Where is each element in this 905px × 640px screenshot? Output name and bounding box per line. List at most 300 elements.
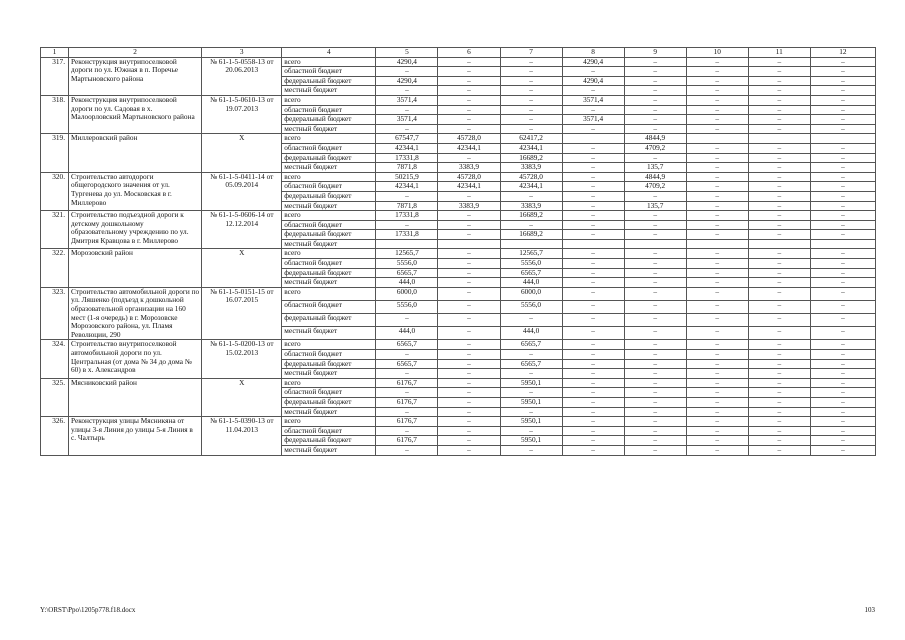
- value-cell: –: [562, 426, 624, 436]
- registration: № 61-1-5-0411-14 от 05.09.2014: [202, 172, 282, 210]
- value-cell: –: [748, 153, 810, 163]
- value-cell: 3383,9: [500, 163, 562, 173]
- row-number: 322.: [41, 249, 69, 287]
- funding-type: всего: [282, 417, 376, 427]
- value-cell: –: [810, 249, 875, 259]
- header-cell: 11: [748, 48, 810, 58]
- value-cell: –: [562, 378, 624, 388]
- value-cell: –: [562, 220, 624, 230]
- value-cell: 6176,7: [376, 397, 438, 407]
- value-cell: –: [748, 445, 810, 455]
- funding-type: местный бюджет: [282, 201, 376, 211]
- value-cell: –: [810, 445, 875, 455]
- value-cell: –: [624, 397, 686, 407]
- value-cell: –: [686, 57, 748, 67]
- value-cell: –: [686, 201, 748, 211]
- value-cell: –: [562, 287, 624, 300]
- value-cell: –: [500, 57, 562, 67]
- object-name: Строительство автодороги общегородского значения от ул. Тургенева до ул. Московская в г. Миллерово: [69, 172, 202, 210]
- funding-type: областной бюджет: [282, 105, 376, 115]
- value-cell: 42344,1: [500, 182, 562, 192]
- value-cell: –: [624, 407, 686, 417]
- value-cell: –: [810, 153, 875, 163]
- value-cell: 444,0: [376, 278, 438, 288]
- value-cell: 45728,0: [500, 172, 562, 182]
- value-cell: 67547,7: [376, 134, 438, 144]
- value-cell: –: [748, 436, 810, 446]
- value-cell: –: [624, 211, 686, 221]
- value-cell: 62417,2: [500, 134, 562, 144]
- value-cell: 5950,1: [500, 436, 562, 446]
- registration: Х: [202, 134, 282, 172]
- value-cell: –: [438, 417, 500, 427]
- value-cell: –: [810, 327, 875, 340]
- value-cell: –: [376, 314, 438, 327]
- value-cell: –: [748, 163, 810, 173]
- row-number: 317.: [41, 57, 69, 95]
- value-cell: –: [686, 417, 748, 427]
- value-cell: –: [810, 340, 875, 350]
- header-row: [41, 48, 876, 58]
- value-cell: –: [624, 86, 686, 96]
- value-cell: 6000,0: [376, 287, 438, 300]
- value-cell: –: [438, 426, 500, 436]
- value-cell: –: [376, 407, 438, 417]
- value-cell: –: [376, 388, 438, 398]
- table-row: [41, 95, 876, 105]
- table-row: [41, 211, 876, 221]
- value-cell: –: [624, 105, 686, 115]
- value-cell: –: [748, 300, 810, 313]
- value-cell: –: [686, 359, 748, 369]
- value-cell: –: [686, 268, 748, 278]
- value-cell: 6176,7: [376, 378, 438, 388]
- value-cell: –: [562, 191, 624, 201]
- value-cell: –: [376, 426, 438, 436]
- value-cell: –: [810, 124, 875, 134]
- table-row: [41, 340, 876, 350]
- value-cell: –: [748, 314, 810, 327]
- value-cell: [810, 239, 875, 249]
- value-cell: 45728,0: [438, 134, 500, 144]
- value-cell: –: [438, 211, 500, 221]
- value-cell: –: [438, 340, 500, 350]
- value-cell: –: [562, 249, 624, 259]
- value-cell: 4844,9: [624, 172, 686, 182]
- value-cell: –: [748, 397, 810, 407]
- value-cell: –: [624, 115, 686, 125]
- row-number: 320.: [41, 172, 69, 210]
- value-cell: –: [562, 300, 624, 313]
- value-cell: –: [686, 287, 748, 300]
- value-cell: –: [500, 67, 562, 77]
- value-cell: –: [686, 407, 748, 417]
- value-cell: –: [500, 191, 562, 201]
- value-cell: 7871,8: [376, 163, 438, 173]
- value-cell: –: [686, 378, 748, 388]
- value-cell: –: [686, 153, 748, 163]
- value-cell: 6565,7: [376, 268, 438, 278]
- table-row: [41, 134, 876, 144]
- value-cell: –: [562, 259, 624, 269]
- value-cell: –: [686, 67, 748, 77]
- value-cell: –: [562, 211, 624, 221]
- funding-type: федеральный бюджет: [282, 359, 376, 369]
- value-cell: –: [438, 278, 500, 288]
- value-cell: –: [748, 105, 810, 115]
- value-cell: –: [748, 249, 810, 259]
- value-cell: –: [438, 388, 500, 398]
- table-row: [41, 172, 876, 182]
- value-cell: –: [624, 359, 686, 369]
- value-cell: –: [624, 350, 686, 360]
- budget-table: [40, 47, 876, 456]
- value-cell: –: [810, 57, 875, 67]
- funding-type: местный бюджет: [282, 278, 376, 288]
- value-cell: –: [748, 191, 810, 201]
- value-cell: –: [500, 76, 562, 86]
- funding-type: всего: [282, 249, 376, 259]
- value-cell: [686, 239, 748, 249]
- funding-type: федеральный бюджет: [282, 436, 376, 446]
- value-cell: –: [376, 220, 438, 230]
- value-cell: –: [748, 115, 810, 125]
- funding-type: федеральный бюджет: [282, 153, 376, 163]
- value-cell: –: [500, 369, 562, 379]
- value-cell: 4844,9: [624, 134, 686, 144]
- value-cell: –: [748, 417, 810, 427]
- value-cell: –: [748, 124, 810, 134]
- header-cell: 12: [810, 48, 875, 58]
- header-cell: 6: [438, 48, 500, 58]
- value-cell: –: [562, 388, 624, 398]
- value-cell: –: [624, 445, 686, 455]
- value-cell: –: [562, 327, 624, 340]
- value-cell: 50215,9: [376, 172, 438, 182]
- value-cell: –: [810, 268, 875, 278]
- value-cell: –: [810, 436, 875, 446]
- value-cell: –: [810, 172, 875, 182]
- value-cell: –: [686, 230, 748, 240]
- registration: № 61-1-5-0200-13 от 15.02.2013: [202, 340, 282, 378]
- value-cell: –: [438, 300, 500, 313]
- value-cell: –: [810, 397, 875, 407]
- value-cell: –: [810, 369, 875, 379]
- table-row: [41, 287, 876, 300]
- value-cell: –: [376, 124, 438, 134]
- value-cell: –: [624, 327, 686, 340]
- value-cell: –: [624, 436, 686, 446]
- funding-type: областной бюджет: [282, 426, 376, 436]
- value-cell: –: [748, 86, 810, 96]
- value-cell: –: [562, 86, 624, 96]
- value-cell: 444,0: [500, 327, 562, 340]
- value-cell: –: [438, 359, 500, 369]
- value-cell: 6176,7: [376, 436, 438, 446]
- value-cell: –: [810, 350, 875, 360]
- value-cell: 5950,1: [500, 397, 562, 407]
- value-cell: 42344,1: [376, 143, 438, 153]
- value-cell: –: [810, 143, 875, 153]
- value-cell: –: [624, 426, 686, 436]
- value-cell: –: [500, 388, 562, 398]
- value-cell: 3571,4: [562, 115, 624, 125]
- value-cell: –: [562, 314, 624, 327]
- value-cell: 12565,7: [500, 249, 562, 259]
- value-cell: 16689,2: [500, 211, 562, 221]
- value-cell: 3383,9: [500, 201, 562, 211]
- value-cell: –: [500, 124, 562, 134]
- funding-type: всего: [282, 57, 376, 67]
- funding-type: федеральный бюджет: [282, 397, 376, 407]
- value-cell: [376, 239, 438, 249]
- value-cell: 135,7: [624, 163, 686, 173]
- value-cell: 5950,1: [500, 417, 562, 427]
- value-cell: –: [748, 172, 810, 182]
- value-cell: –: [748, 278, 810, 288]
- value-cell: 17331,8: [376, 230, 438, 240]
- funding-type: всего: [282, 134, 376, 144]
- value-cell: –: [562, 153, 624, 163]
- value-cell: –: [438, 314, 500, 327]
- value-cell: –: [624, 67, 686, 77]
- value-cell: –: [686, 300, 748, 313]
- header-cell: 1: [41, 48, 69, 58]
- value-cell: –: [810, 417, 875, 427]
- value-cell: 5556,0: [500, 300, 562, 313]
- funding-type: местный бюджет: [282, 86, 376, 96]
- value-cell: –: [624, 417, 686, 427]
- funding-type: областной бюджет: [282, 67, 376, 77]
- value-cell: 6565,7: [376, 340, 438, 350]
- funding-type: всего: [282, 340, 376, 350]
- funding-type: областной бюджет: [282, 182, 376, 192]
- value-cell: –: [562, 340, 624, 350]
- funding-type: местный бюджет: [282, 327, 376, 340]
- value-cell: –: [810, 259, 875, 269]
- header-cell: 5: [376, 48, 438, 58]
- header-cell: 3: [202, 48, 282, 58]
- value-cell: –: [686, 172, 748, 182]
- funding-type: местный бюджет: [282, 369, 376, 379]
- value-cell: [562, 134, 624, 144]
- value-cell: –: [562, 201, 624, 211]
- value-cell: –: [562, 369, 624, 379]
- value-cell: –: [438, 191, 500, 201]
- value-cell: –: [500, 86, 562, 96]
- value-cell: –: [624, 220, 686, 230]
- value-cell: –: [500, 105, 562, 115]
- value-cell: 3383,9: [438, 163, 500, 173]
- value-cell: –: [624, 378, 686, 388]
- value-cell: –: [810, 287, 875, 300]
- value-cell: –: [810, 95, 875, 105]
- value-cell: –: [438, 369, 500, 379]
- value-cell: –: [438, 259, 500, 269]
- funding-type: местный бюджет: [282, 407, 376, 417]
- value-cell: 6565,7: [500, 340, 562, 350]
- value-cell: –: [624, 300, 686, 313]
- value-cell: –: [810, 314, 875, 327]
- funding-type: областной бюджет: [282, 350, 376, 360]
- value-cell: –: [438, 115, 500, 125]
- value-cell: –: [810, 211, 875, 221]
- value-cell: 5556,0: [376, 300, 438, 313]
- value-cell: 444,0: [500, 278, 562, 288]
- value-cell: –: [686, 143, 748, 153]
- value-cell: –: [810, 426, 875, 436]
- value-cell: –: [748, 182, 810, 192]
- registration: № 61-1-5-0390-13 от 11.04.2013: [202, 417, 282, 455]
- value-cell: 5556,0: [500, 259, 562, 269]
- object-name: Строительство подъездной дороги к детскому дошкольному образовательному учреждению по ул. Дмитрия Кравцова в г. Миллерово: [69, 211, 202, 249]
- value-cell: 17331,8: [376, 153, 438, 163]
- value-cell: 135,7: [624, 201, 686, 211]
- table-row: [41, 249, 876, 259]
- funding-type: областной бюджет: [282, 300, 376, 313]
- table-row: [41, 378, 876, 388]
- value-cell: –: [686, 124, 748, 134]
- value-cell: 6565,7: [500, 268, 562, 278]
- object-name: Реконструкция внутрипоселковой дороги по ул. Садовая в х. Малоорловский Мартыновского района: [69, 95, 202, 133]
- value-cell: –: [748, 57, 810, 67]
- value-cell: –: [748, 369, 810, 379]
- value-cell: –: [686, 86, 748, 96]
- value-cell: –: [686, 436, 748, 446]
- value-cell: –: [748, 340, 810, 350]
- value-cell: 45728,0: [438, 172, 500, 182]
- value-cell: –: [748, 230, 810, 240]
- value-cell: –: [500, 445, 562, 455]
- funding-type: местный бюджет: [282, 239, 376, 249]
- value-cell: –: [810, 115, 875, 125]
- value-cell: –: [686, 397, 748, 407]
- funding-type: местный бюджет: [282, 445, 376, 455]
- value-cell: –: [748, 95, 810, 105]
- value-cell: –: [438, 397, 500, 407]
- funding-type: федеральный бюджет: [282, 230, 376, 240]
- value-cell: –: [376, 105, 438, 115]
- value-cell: 16689,2: [500, 153, 562, 163]
- value-cell: –: [748, 287, 810, 300]
- value-cell: –: [748, 350, 810, 360]
- value-cell: –: [438, 378, 500, 388]
- value-cell: [624, 239, 686, 249]
- value-cell: –: [438, 220, 500, 230]
- funding-type: всего: [282, 172, 376, 182]
- value-cell: –: [624, 287, 686, 300]
- value-cell: –: [562, 182, 624, 192]
- value-cell: –: [438, 105, 500, 115]
- value-cell: –: [686, 76, 748, 86]
- value-cell: –: [810, 378, 875, 388]
- value-cell: –: [810, 86, 875, 96]
- value-cell: 444,0: [376, 327, 438, 340]
- value-cell: –: [562, 350, 624, 360]
- registration: № 61-1-5-0606-14 от 12.12.2014: [202, 211, 282, 249]
- value-cell: –: [376, 369, 438, 379]
- value-cell: –: [500, 426, 562, 436]
- value-cell: –: [438, 436, 500, 446]
- value-cell: 5556,0: [376, 259, 438, 269]
- funding-type: федеральный бюджет: [282, 115, 376, 125]
- value-cell: –: [562, 230, 624, 240]
- funding-type: федеральный бюджет: [282, 191, 376, 201]
- row-number: 321.: [41, 211, 69, 249]
- value-cell: –: [438, 287, 500, 300]
- value-cell: –: [748, 67, 810, 77]
- value-cell: 6565,7: [500, 359, 562, 369]
- value-cell: –: [562, 124, 624, 134]
- value-cell: –: [562, 278, 624, 288]
- value-cell: –: [748, 359, 810, 369]
- value-cell: –: [438, 230, 500, 240]
- value-cell: –: [500, 220, 562, 230]
- value-cell: 6565,7: [376, 359, 438, 369]
- funding-type: федеральный бюджет: [282, 314, 376, 327]
- value-cell: –: [624, 76, 686, 86]
- funding-type: областной бюджет: [282, 388, 376, 398]
- funding-type: федеральный бюджет: [282, 76, 376, 86]
- value-cell: –: [376, 445, 438, 455]
- value-cell: –: [438, 124, 500, 134]
- value-cell: –: [810, 300, 875, 313]
- value-cell: –: [686, 191, 748, 201]
- value-cell: –: [686, 350, 748, 360]
- funding-type: федеральный бюджет: [282, 268, 376, 278]
- value-cell: –: [748, 211, 810, 221]
- header-cell: 2: [69, 48, 202, 58]
- value-cell: –: [624, 278, 686, 288]
- value-cell: –: [562, 397, 624, 407]
- value-cell: –: [686, 115, 748, 125]
- value-cell: –: [624, 268, 686, 278]
- value-cell: [500, 239, 562, 249]
- value-cell: –: [376, 350, 438, 360]
- registration: № 61-1-5-0558-13 от 20.06.2013: [202, 57, 282, 95]
- value-cell: –: [686, 211, 748, 221]
- object-name: Реконструкция улицы Мясникяна от улицы 3-я Линия до улицы 5-я Линия в с. Чалтырь: [69, 417, 202, 455]
- registration: Х: [202, 249, 282, 287]
- value-cell: –: [624, 124, 686, 134]
- value-cell: [810, 134, 875, 144]
- value-cell: 42344,1: [376, 182, 438, 192]
- value-cell: –: [376, 86, 438, 96]
- value-cell: –: [810, 220, 875, 230]
- value-cell: –: [624, 340, 686, 350]
- row-number: 325.: [41, 378, 69, 416]
- value-cell: –: [438, 153, 500, 163]
- value-cell: –: [624, 153, 686, 163]
- object-name: Строительство внутрипоселковой автомобильной дороги по ул. Центральная (от дома № 34 до дома № 60) в х. Александров: [69, 340, 202, 378]
- value-cell: –: [624, 388, 686, 398]
- value-cell: –: [686, 388, 748, 398]
- value-cell: –: [810, 388, 875, 398]
- value-cell: –: [748, 378, 810, 388]
- value-cell: –: [810, 191, 875, 201]
- value-cell: –: [562, 143, 624, 153]
- value-cell: [686, 134, 748, 144]
- value-cell: –: [686, 340, 748, 350]
- value-cell: 7871,8: [376, 201, 438, 211]
- value-cell: –: [748, 259, 810, 269]
- registration: № 61-1-5-0610-13 от 19.07.2013: [202, 95, 282, 133]
- value-cell: –: [686, 220, 748, 230]
- footer-file-path: Y:\ORST\Ppo\1205p778.f18.docx: [40, 606, 136, 614]
- value-cell: –: [686, 445, 748, 455]
- value-cell: –: [748, 201, 810, 211]
- value-cell: –: [438, 350, 500, 360]
